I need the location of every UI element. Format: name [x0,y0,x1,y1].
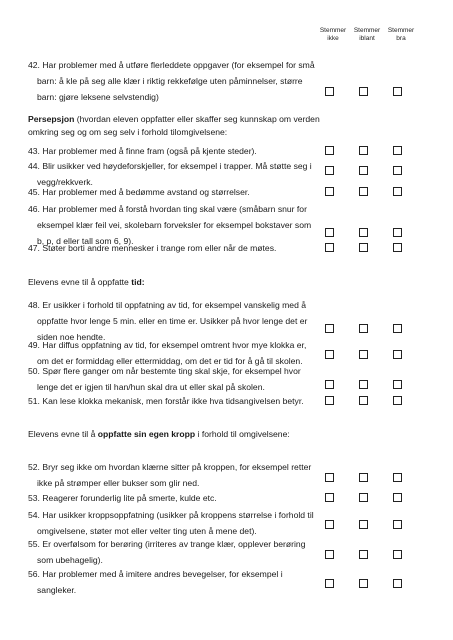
question-46: 46. Har problemer med å forstå hvordan ting skal være (småbarn snur for eksempel klær feil vei, skolebarn forveksler for eksempel bokstaver som b, p, d eller tall som 6, 9). [28,204,312,246]
column-header-stemmer-ikke: Stemmer ikke [319,27,347,42]
checkbox-q50-stemmer-bra[interactable] [393,380,402,389]
question-43: 43. Har problemer med å finne fram (også på kjente steder). [28,146,257,156]
checkbox-q42-stemmer-bra[interactable] [393,87,402,96]
checkbox-q44-stemmer-iblant[interactable] [359,166,368,175]
checkbox-q46-stemmer-bra[interactable] [393,228,402,237]
checkbox-q54-stemmer-ikke[interactable] [325,520,334,529]
checkbox-q50-stemmer-iblant[interactable] [359,380,368,389]
checkbox-q50-stemmer-ikke[interactable] [325,380,334,389]
checkbox-q47-stemmer-iblant[interactable] [359,243,368,252]
checkbox-q51-stemmer-iblant[interactable] [359,396,368,405]
question-44: 44. Blir usikker ved høydeforskjeller, for eksempel i trapper. Må støtte seg i vegg/rekkverk. [28,161,312,187]
checkbox-q48-stemmer-bra[interactable] [393,324,402,333]
checkbox-q53-stemmer-ikke[interactable] [325,493,334,502]
checkbox-q49-stemmer-ikke[interactable] [325,350,334,359]
checkbox-q44-stemmer-ikke[interactable] [325,166,334,175]
checkbox-q51-stemmer-ikke[interactable] [325,396,334,405]
checkbox-q53-stemmer-iblant[interactable] [359,493,368,502]
checkbox-q49-stemmer-bra[interactable] [393,350,402,359]
checkbox-q43-stemmer-ikke[interactable] [325,146,334,155]
checkbox-q45-stemmer-bra[interactable] [393,187,402,196]
column-header-stemmer-iblant: Stemmer iblant [353,27,381,42]
checkbox-q47-stemmer-bra[interactable] [393,243,402,252]
checkbox-q54-stemmer-bra[interactable] [393,520,402,529]
question-53: 53. Reagerer forunderlig lite på smerte, kulde etc. [28,493,217,503]
section-tid: Elevens evne til å oppfatte tid: [28,277,145,287]
checkbox-q52-stemmer-iblant[interactable] [359,473,368,482]
question-49: 49. Har diffus oppfatning av tid, for eksempel omtrent hvor mye klokka er, om det er formiddag eller ettermiddag, om det er tid for å gå til skolen. [28,340,307,366]
checkbox-q45-stemmer-iblant[interactable] [359,187,368,196]
checkbox-q46-stemmer-ikke[interactable] [325,228,334,237]
checkbox-q54-stemmer-iblant[interactable] [359,520,368,529]
question-47: 47. Støter borti andre mennesker i trange rom eller når de møtes. [28,243,277,253]
checkbox-q42-stemmer-iblant[interactable] [359,87,368,96]
checkbox-q44-stemmer-bra[interactable] [393,166,402,175]
checkbox-q47-stemmer-ikke[interactable] [325,243,334,252]
checkbox-q52-stemmer-bra[interactable] [393,473,402,482]
checkbox-q55-stemmer-ikke[interactable] [325,550,334,559]
checkbox-q55-stemmer-bra[interactable] [393,550,402,559]
question-54: 54. Har usikker kroppsoppfatning (usikker på kroppens størrelse i forhold til omgivelsene, støter mot eller velter ting uten å mene det). [28,510,314,536]
column-header-stemmer-bra: Stemmer bra [387,27,415,42]
checkbox-q53-stemmer-bra[interactable] [393,493,402,502]
checkbox-q46-stemmer-iblant[interactable] [359,228,368,237]
checkbox-q52-stemmer-ikke[interactable] [325,473,334,482]
checkbox-q43-stemmer-iblant[interactable] [359,146,368,155]
checkbox-q48-stemmer-iblant[interactable] [359,324,368,333]
checkbox-q51-stemmer-bra[interactable] [393,396,402,405]
section-kropp: Elevens evne til å oppfatte sin egen kropp i forhold til omgivelsene: [28,429,290,439]
checkbox-q45-stemmer-ikke[interactable] [325,187,334,196]
question-45: 45. Har problemer med å bedømme avstand og størrelser. [28,187,250,197]
question-56: 56. Har problemer med å imitere andres bevegelser, for eksempel i sangleker. [28,569,283,595]
question-50: 50. Spør flere ganger om når bestemte ting skal skje, for eksempel hvor lenge det er igjen til han/hun skal dra ut eller skal på skolen. [28,366,301,392]
question-42: 42. Har problemer med å utføre flerleddete oppgaver (for eksempel for små barn: å kle på seg alle klær i riktig rekkefølge uten påminnelser, større barn: gjøre leksene selvstendig) [28,60,315,102]
question-48: 48. Er usikker i forhold til oppfatning av tid, for eksempel vanskelig med å oppfatte hvor lenge 5 min. eller en time er. Usikker på hvor lenge det er siden noe hendte. [28,300,308,342]
checkbox-q55-stemmer-iblant[interactable] [359,550,368,559]
question-51: 51. Kan lese klokka mekanisk, men forstår ikke hva tidsangivelsen betyr. [28,396,304,406]
question-52: 52. Bryr seg ikke om hvordan klærne sitter på kroppen, for eksempel retter ikke på strømper eller bukser som glir ned. [28,462,312,488]
section-persepsjon: Persepsjon (hvordan eleven oppfatter eller skaffer seg kunnskap om verden omkring seg og om seg selv i forhold tilomgivelsene: [28,114,320,137]
checkbox-q48-stemmer-ikke[interactable] [325,324,334,333]
checkbox-q56-stemmer-bra[interactable] [393,579,402,588]
question-55: 55. Er overfølsom for berøring (irriteres av trange klær, opplever berøring som ubehagelig). [28,539,306,565]
checkbox-q49-stemmer-iblant[interactable] [359,350,368,359]
checkbox-q56-stemmer-ikke[interactable] [325,579,334,588]
checkbox-q42-stemmer-ikke[interactable] [325,87,334,96]
checkbox-q56-stemmer-iblant[interactable] [359,579,368,588]
checkbox-q43-stemmer-bra[interactable] [393,146,402,155]
